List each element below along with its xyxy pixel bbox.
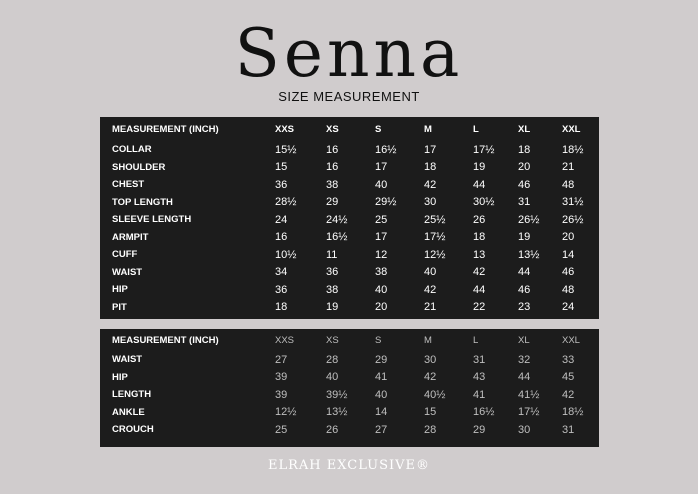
measurement-cell: 16½ [473, 406, 495, 419]
size-header: S [375, 123, 382, 135]
measurement-cell: 29 [473, 423, 486, 436]
size-header: XL [518, 123, 531, 135]
measurement-cell: 18 [473, 231, 486, 244]
measurement-cell: 11 [326, 248, 338, 261]
measurement-cell: 29½ [375, 196, 397, 209]
table-row [100, 421, 599, 439]
measurement-cell: 38 [326, 283, 339, 296]
measurement-cell: 20 [562, 231, 575, 244]
measurement-cell: 12½ [275, 406, 297, 419]
measurement-cell: 23 [518, 301, 531, 314]
size-header: XS [326, 334, 339, 346]
measurement-cell: 24 [562, 301, 575, 314]
measurement-cell: 18 [518, 143, 531, 156]
measurement-cell: 15½ [275, 143, 297, 156]
measurement-cell: 25½ [424, 213, 446, 226]
measurement-cell: 40 [326, 371, 339, 384]
row-label: HIP [112, 284, 128, 296]
table-row [100, 369, 599, 387]
table-row [100, 211, 599, 229]
measurement-cell: 38 [326, 178, 339, 191]
measurement-cell: 42 [424, 283, 437, 296]
measurement-cell: 30½ [473, 196, 495, 209]
measurement-cell: 31 [473, 353, 486, 366]
brand-logo: Senna [234, 15, 464, 92]
measurement-cell: 34 [275, 266, 288, 279]
table-row [100, 159, 599, 177]
measurement-cell: 16 [326, 161, 339, 174]
measurement-cell: 39 [275, 371, 288, 384]
measurement-cell: 26½ [518, 213, 540, 226]
measurement-cell: 36 [326, 266, 339, 279]
table-row [100, 299, 599, 317]
measurement-cell: 26 [473, 213, 486, 226]
measurement-cell: 39½ [326, 388, 348, 401]
measurement-cell: 26 [326, 423, 339, 436]
measurement-cell: 20 [375, 301, 388, 314]
size-header: XXL [562, 334, 580, 346]
table-header-label: MEASUREMENT (INCH) [112, 123, 219, 135]
row-label: ARMPIT [112, 231, 149, 243]
measurement-cell: 13½ [518, 248, 540, 261]
table-row [100, 229, 599, 247]
size-header: XXL [562, 123, 581, 135]
measurement-cell: 13 [473, 248, 486, 261]
row-label: WAIST [112, 354, 143, 366]
measurement-cell: 15 [275, 161, 288, 174]
measurement-cell: 40 [375, 178, 388, 191]
measurement-cell: 41 [473, 388, 486, 401]
measurement-cell: 17 [424, 143, 437, 156]
measurement-cell: 18 [275, 301, 288, 314]
measurement-cell: 46 [518, 283, 531, 296]
measurement-cell: 40 [375, 388, 388, 401]
measurement-cell: 16½ [326, 231, 348, 244]
table-row [100, 404, 599, 422]
measurement-cell: 29 [326, 196, 339, 209]
measurement-cell: 17½ [473, 143, 495, 156]
measurement-cell: 14 [562, 248, 575, 261]
measurement-cell: 42 [473, 266, 486, 279]
measurement-cell: 40½ [424, 388, 446, 401]
size-header: S [375, 334, 382, 346]
measurement-cell: 19 [518, 231, 531, 244]
measurement-cell: 44 [473, 283, 486, 296]
table-row [100, 281, 599, 299]
row-label: WAIST [112, 266, 143, 278]
page-subtitle: SIZE MEASUREMENT [278, 89, 420, 104]
table-row [100, 246, 599, 264]
measurement-cell: 26½ [562, 213, 584, 226]
measurement-cell: 24½ [326, 213, 348, 226]
measurement-cell: 24 [275, 213, 288, 226]
measurement-cell: 33 [562, 353, 575, 366]
measurement-cell: 41 [375, 371, 388, 384]
measurement-cell: 38 [375, 266, 388, 279]
measurement-cell: 14 [375, 406, 388, 419]
measurement-cell: 29 [375, 353, 388, 366]
measurement-cell: 48 [562, 283, 575, 296]
measurement-cell: 16½ [375, 143, 397, 156]
measurement-cell: 42 [424, 371, 437, 384]
measurement-cell: 28 [326, 353, 339, 366]
row-label: TOP LENGTH [112, 196, 173, 208]
measurement-cell: 40 [424, 266, 437, 279]
measurement-cell: 20 [518, 161, 531, 174]
table-row [100, 176, 599, 194]
measurement-cell: 18½ [562, 143, 584, 156]
measurement-cell: 31 [562, 423, 575, 436]
measurement-cell: 31 [518, 196, 531, 209]
measurement-cell: 17 [375, 231, 388, 244]
measurement-cell: 18 [424, 161, 437, 174]
measurement-cell: 46 [518, 178, 531, 191]
measurement-cell: 43 [473, 371, 486, 384]
measurement-cell: 28½ [275, 196, 297, 209]
table-row [100, 351, 599, 369]
measurement-cell: 45 [562, 371, 575, 384]
measurement-cell: 36 [275, 283, 288, 296]
table-row [100, 194, 599, 212]
size-header: XXS [275, 123, 295, 135]
measurement-cell: 30 [518, 423, 531, 436]
measurement-cell: 32 [518, 353, 531, 366]
measurement-cell: 44 [518, 371, 531, 384]
measurement-cell: 27 [275, 353, 288, 366]
row-label: LENGTH [112, 389, 152, 401]
measurement-cell: 10½ [275, 248, 297, 261]
footer-brand: ELRAH EXCLUSIVE® [267, 458, 431, 473]
measurement-cell: 17½ [424, 231, 446, 244]
size-header: L [473, 334, 479, 346]
top-size-table [100, 117, 599, 319]
row-label: CHEST [112, 179, 145, 191]
measurement-cell: 30 [424, 196, 437, 209]
measurement-cell: 48 [562, 178, 575, 191]
measurement-cell: 19 [326, 301, 339, 314]
measurement-cell: 30 [424, 353, 437, 366]
size-header: L [473, 123, 479, 135]
size-header: M [424, 334, 432, 346]
table-row [100, 264, 599, 282]
measurement-cell: 27 [375, 423, 388, 436]
measurement-cell: 41½ [518, 388, 540, 401]
measurement-cell: 39 [275, 388, 288, 401]
measurement-cell: 22 [473, 301, 486, 314]
measurement-cell: 42 [424, 178, 437, 191]
measurement-cell: 46 [562, 266, 575, 279]
measurement-cell: 12½ [424, 248, 446, 261]
table-header-label: MEASUREMENT (INCH) [112, 334, 219, 346]
measurement-cell: 44 [518, 266, 531, 279]
size-header: XXS [275, 334, 295, 346]
table-row [100, 386, 599, 404]
row-label: SHOULDER [112, 161, 166, 173]
size-header: M [424, 123, 432, 135]
measurement-cell: 44 [473, 178, 486, 191]
measurement-cell: 16 [326, 143, 339, 156]
bottom-size-table [100, 329, 599, 447]
row-label: COLLAR [112, 144, 152, 156]
measurement-cell: 28 [424, 423, 437, 436]
row-label: SLEEVE LENGTH [112, 214, 192, 226]
measurement-cell: 12 [375, 248, 388, 261]
measurement-cell: 31½ [562, 196, 584, 209]
measurement-cell: 13½ [326, 406, 348, 419]
measurement-cell: 16 [275, 231, 288, 244]
measurement-cell: 40 [375, 283, 388, 296]
measurement-cell: 15 [424, 406, 437, 419]
measurement-cell: 36 [275, 178, 288, 191]
size-header: XS [326, 123, 339, 135]
measurement-cell: 25 [275, 423, 288, 436]
measurement-cell: 25 [375, 213, 388, 226]
table-row [100, 141, 599, 159]
measurement-cell: 17 [375, 161, 388, 174]
row-label: PIT [112, 301, 127, 313]
measurement-cell: 18½ [562, 406, 584, 419]
size-header: XL [518, 334, 530, 346]
measurement-cell: 42 [562, 388, 575, 401]
measurement-cell: 17½ [518, 406, 540, 419]
measurement-cell: 21 [562, 161, 575, 174]
measurement-cell: 21 [424, 301, 437, 314]
row-label: CUFF [112, 249, 138, 261]
row-label: ANKLE [112, 406, 145, 418]
row-label: HIP [112, 371, 128, 383]
row-label: CROUCH [112, 424, 154, 436]
measurement-cell: 19 [473, 161, 486, 174]
